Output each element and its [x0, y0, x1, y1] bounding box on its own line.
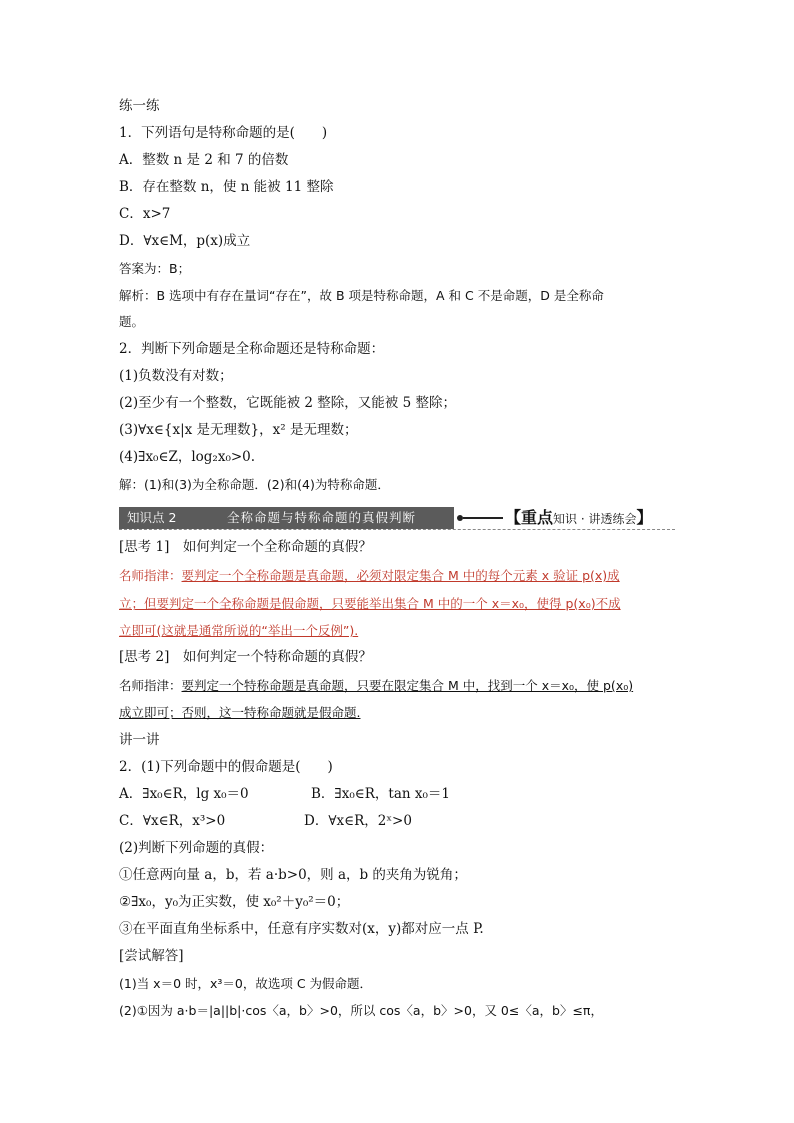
think-1-guide-text-1: 要判定一个全称命题是真命题，必须对限定集合 M 中的每个元素 x 验证 p(x)成 [181, 568, 620, 583]
solution-line-1: (1)当 x＝0 时，x³＝0，故选项 C 为假命题． [119, 976, 373, 991]
think-1-guide-line1 [119, 567, 620, 585]
try-answer-label: [尝试解答] [119, 948, 184, 964]
think-2-guide-text-1: 要判定一个特称命题是真命题，只要在限定集合 M 中，找到一个 x＝x₀，使 p(x₀) [181, 678, 634, 693]
banner-underline [119, 529, 675, 530]
question-2-item-3: (3)∀x∈{x|x 是无理数}，x² 是无理数； [119, 422, 358, 438]
lecture-question-stem: 2．(1)下列命题中的假命题是( ) [119, 759, 333, 775]
knowledge-point-box [119, 507, 454, 529]
key-point-small: 知识 · 讲透练会 [553, 512, 637, 526]
key-point-big: 重点 [521, 508, 554, 527]
think-2-guide-line1 [119, 677, 633, 695]
connector-line [463, 517, 503, 519]
key-point-label [505, 507, 653, 530]
lecture-proposition-2: ②∃x₀，y₀为正实数，使 x₀²＋y₀²＝0； [119, 894, 350, 910]
lecture-option-c: C．∀x∈R，x³>0 [119, 813, 226, 829]
lecture-option-a: A．∃x₀∈R，lg x₀＝0 [119, 786, 249, 802]
key-point-open: 【 [505, 508, 522, 527]
question-1-option-a: A．整数 n 是 2 和 7 的倍数 [119, 152, 289, 168]
lecture-proposition-1: ①任意两向量 a，b，若 a·b>0，则 a，b 的夹角为锐角； [119, 867, 467, 883]
think-1-guide-line2: 立；但要判定一个全称命题是假命题，只要能举出集合 M 中的一个 x＝x₀，使得 p(x₀)不成 [119, 596, 621, 611]
lecture-part-2: (2)判断下列命题的真假： [119, 840, 274, 856]
question-2-item-1: (1)负数没有对数； [119, 368, 233, 384]
think-1-guide-prefix: 名师指津： [119, 568, 182, 583]
question-1-answer: 答案为：B； [119, 261, 191, 276]
think-1-label: [思考 1] 如何判定一个全称命题的真假？ [119, 539, 372, 555]
knowledge-point-banner [119, 507, 675, 529]
knowledge-point-title: 全称命题与特称命题的真假判断 [227, 510, 417, 525]
knowledge-point-tag: 知识点 2 [127, 510, 177, 525]
lecture-proposition-3: ③在平面直角坐标系中，任意有序实数对(x，y)都对应一点 P. [119, 921, 484, 937]
question-1-option-c: C．x>7 [119, 206, 171, 222]
solution-line-2: (2)①因为 a·b＝|a||b|·cos〈a，b〉>0，所以 cos〈a，b〉>0，又 0≤〈a，b〉≤π， [119, 1003, 603, 1018]
question-1-option-d: D．∀x∈M，p(x)成立 [119, 233, 251, 249]
think-2-guide-prefix: 名师指津： [119, 678, 182, 693]
question-2-item-4: (4)∃x₀∈Z，log₂x₀>0. [119, 449, 256, 465]
lecture-option-b: B．∃x₀∈R，tan x₀＝1 [311, 786, 451, 802]
question-2-item-2: (2)至少有一个整数，它既能被 2 整除，又能被 5 整除； [119, 395, 456, 411]
question-1-stem: 1．下列语句是特称命题的是( ) [119, 125, 328, 141]
think-2-label: [思考 2] 如何判定一个特称命题的真假？ [119, 649, 372, 665]
think-1-guide-line3: 立即可(这就是通常所说的“举出一个反例”). [119, 623, 359, 638]
section-heading-practice: 练一练 [119, 98, 160, 114]
question-1-option-b: B．存在整数 n，使 n 能被 11 整除 [119, 179, 334, 195]
question-2-solution: 解：(1)和(3)为全称命题．(2)和(4)为特称命题． [119, 477, 390, 492]
lecture-option-d: D．∀x∈R，2ˣ>0 [304, 813, 412, 829]
question-2-stem: 2．判断下列命题是全称命题还是特称命题： [119, 341, 385, 357]
key-point-close: 】 [636, 508, 653, 527]
think-2-guide-line2: 成立即可；否则，这一特称命题就是假命题. [119, 705, 361, 720]
question-1-analysis-line2: 题。 [119, 314, 145, 329]
section-heading-lecture: 讲一讲 [119, 732, 160, 748]
question-1-analysis-line1: 解析：B 选项中有存在量词“存在”，故 B 项是特称命题，A 和 C 不是命题，D 是全称命 [119, 288, 604, 303]
